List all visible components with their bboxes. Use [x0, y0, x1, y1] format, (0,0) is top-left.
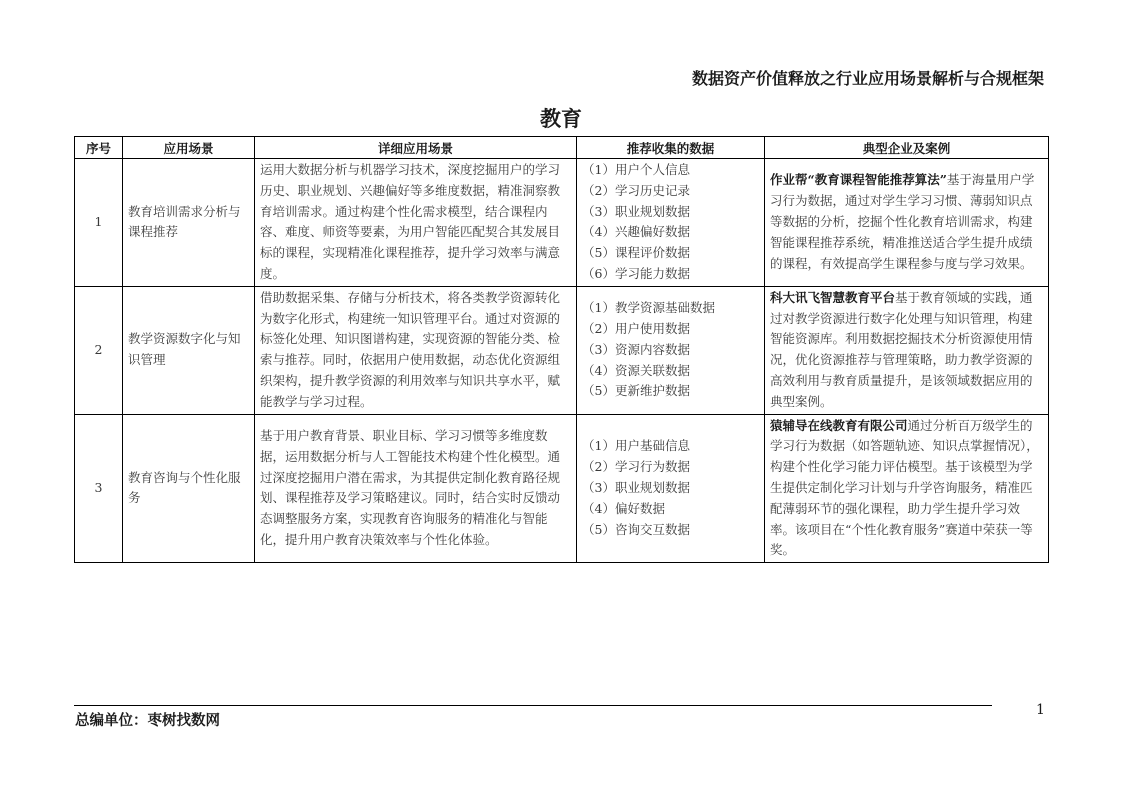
- data-item: （2）用户使用数据: [582, 320, 690, 336]
- data-item: （5）咨询交互数据: [582, 521, 690, 537]
- data-item: （2）学习行为数据: [582, 459, 690, 475]
- header-index: 序号: [75, 137, 123, 159]
- footer-editor-unit: 总编单位：枣树找数网: [75, 713, 220, 729]
- data-item: （3）资源内容数据: [582, 341, 690, 357]
- row-detail: 运用大数据分析与机器学习技术，深度挖掘用户的学习历史、职业规划、兴趣偏好等多维度数据，精准洞察教育培训需求。通过构建个性化需求模型，结合课程内容、难度、师资等要素，为用户智能匹配契合其发展目标的课程，实现精准化课程推荐，提升学习效率与满意度。: [255, 159, 577, 287]
- header-recommended-data: 推荐收集的数据: [577, 137, 765, 159]
- row-data-list: [577, 286, 765, 414]
- header-detail: 详细应用场景: [255, 137, 577, 159]
- table-header-row: [75, 137, 1049, 159]
- header-typical-case: 典型企业及案例: [765, 137, 1049, 159]
- data-item: （1）用户个人信息: [582, 162, 690, 177]
- data-item: （4）兴趣偏好数据: [582, 224, 690, 240]
- row-number: 2: [75, 286, 123, 414]
- row-number: 3: [75, 414, 123, 563]
- case-description: 基于海量用户学习行为数据，通过对学生学习习惯、薄弱知识点等数据的分析，挖掘个性化教育培训需求，构建智能课程推荐系统，精准推送适合学生提升成绩的课程，有效提高学生课程参与度与学习效果。: [770, 172, 1035, 271]
- case-company-name: 科大讯飞智慧教育平台: [770, 289, 896, 305]
- row-scenario: 教育培训需求分析与课程推荐: [123, 159, 255, 287]
- data-item: （6）学习能力数据: [582, 265, 690, 281]
- case-company-name: 作业帮“教育课程智能推荐算法”: [770, 172, 947, 188]
- row-number: 1: [75, 159, 123, 287]
- table-row: [75, 414, 1049, 563]
- header-scenario: 应用场景: [123, 137, 255, 159]
- page-number: 1: [1036, 702, 1045, 718]
- row-case: [765, 414, 1049, 563]
- row-detail: 借助数据采集、存储与分析技术，将各类教学资源转化为数字化形式，构建统一知识管理平台。通过对资源的标签化处理、知识图谱构建，实现资源的智能分类、检索与推荐。同时，依据用户使用数据，动态优化资源组织架构，提升教学资源的利用效率与知识共享水平，赋能教学与学习过程。: [255, 286, 577, 414]
- row-case: [765, 159, 1049, 287]
- data-item: （4）资源关联数据: [582, 362, 690, 378]
- case-description: 通过分析百万级学生的学习行为数据（如答题轨迹、知识点掌握情况），构建个性化学习能力评估模型。基于该模型为学生提供定制化学习计划与升学咨询服务，精准匹配薄弱环节的强化课程，助力学生提升学习效率。该项目在“个性化教育服务”赛道中荣获一等奖。: [770, 417, 1039, 558]
- case-company-name: 猿辅导在线教育有限公司: [770, 417, 908, 433]
- data-item: （1）教学资源基础数据: [582, 300, 715, 316]
- data-item: （5）课程评价数据: [582, 245, 690, 261]
- data-item: （3）职业规划数据: [582, 203, 690, 219]
- row-case: [765, 286, 1049, 414]
- data-item: （4）偏好数据: [582, 500, 665, 516]
- education-scenarios-table: [74, 136, 1049, 563]
- row-data-list: [577, 414, 765, 563]
- footer-divider: [74, 705, 992, 706]
- page-title: 教育: [540, 107, 582, 131]
- table-row: [75, 159, 1049, 287]
- row-scenario: 教学资源数字化与知识管理: [123, 286, 255, 414]
- row-data-list: [577, 159, 765, 287]
- document-header-title: 数据资产价值释放之行业应用场景解析与合规框架: [691, 69, 1044, 88]
- data-item: （1）用户基础信息: [582, 438, 690, 454]
- data-item: （2）学习历史记录: [582, 182, 690, 198]
- table-row: [75, 286, 1049, 414]
- row-detail: 基于用户教育背景、职业目标、学习习惯等多维度数据，运用数据分析与人工智能技术构建个性化模型。通过深度挖掘用户潜在需求，为其提供定制化教育路径规划、课程推荐及学习策略建议。同时，结合实时反馈动态调整服务方案，实现教育咨询服务的精准化与智能化，提升用户教育决策效率与个性化体验。: [255, 414, 577, 563]
- data-item: （5）更新维护数据: [582, 383, 690, 399]
- data-item: （3）职业规划数据: [582, 479, 690, 495]
- case-description: 基于教育领域的实践，通过对教学资源进行数字化处理与知识管理，构建智能资源库。利用数据挖掘技术分析资源使用情况，优化资源推荐与管理策略，助力教学资源的高效利用与教育质量提升，是该领域数据应用的典型案例。: [770, 289, 1033, 409]
- row-scenario: 教育咨询与个性化服务: [123, 414, 255, 563]
